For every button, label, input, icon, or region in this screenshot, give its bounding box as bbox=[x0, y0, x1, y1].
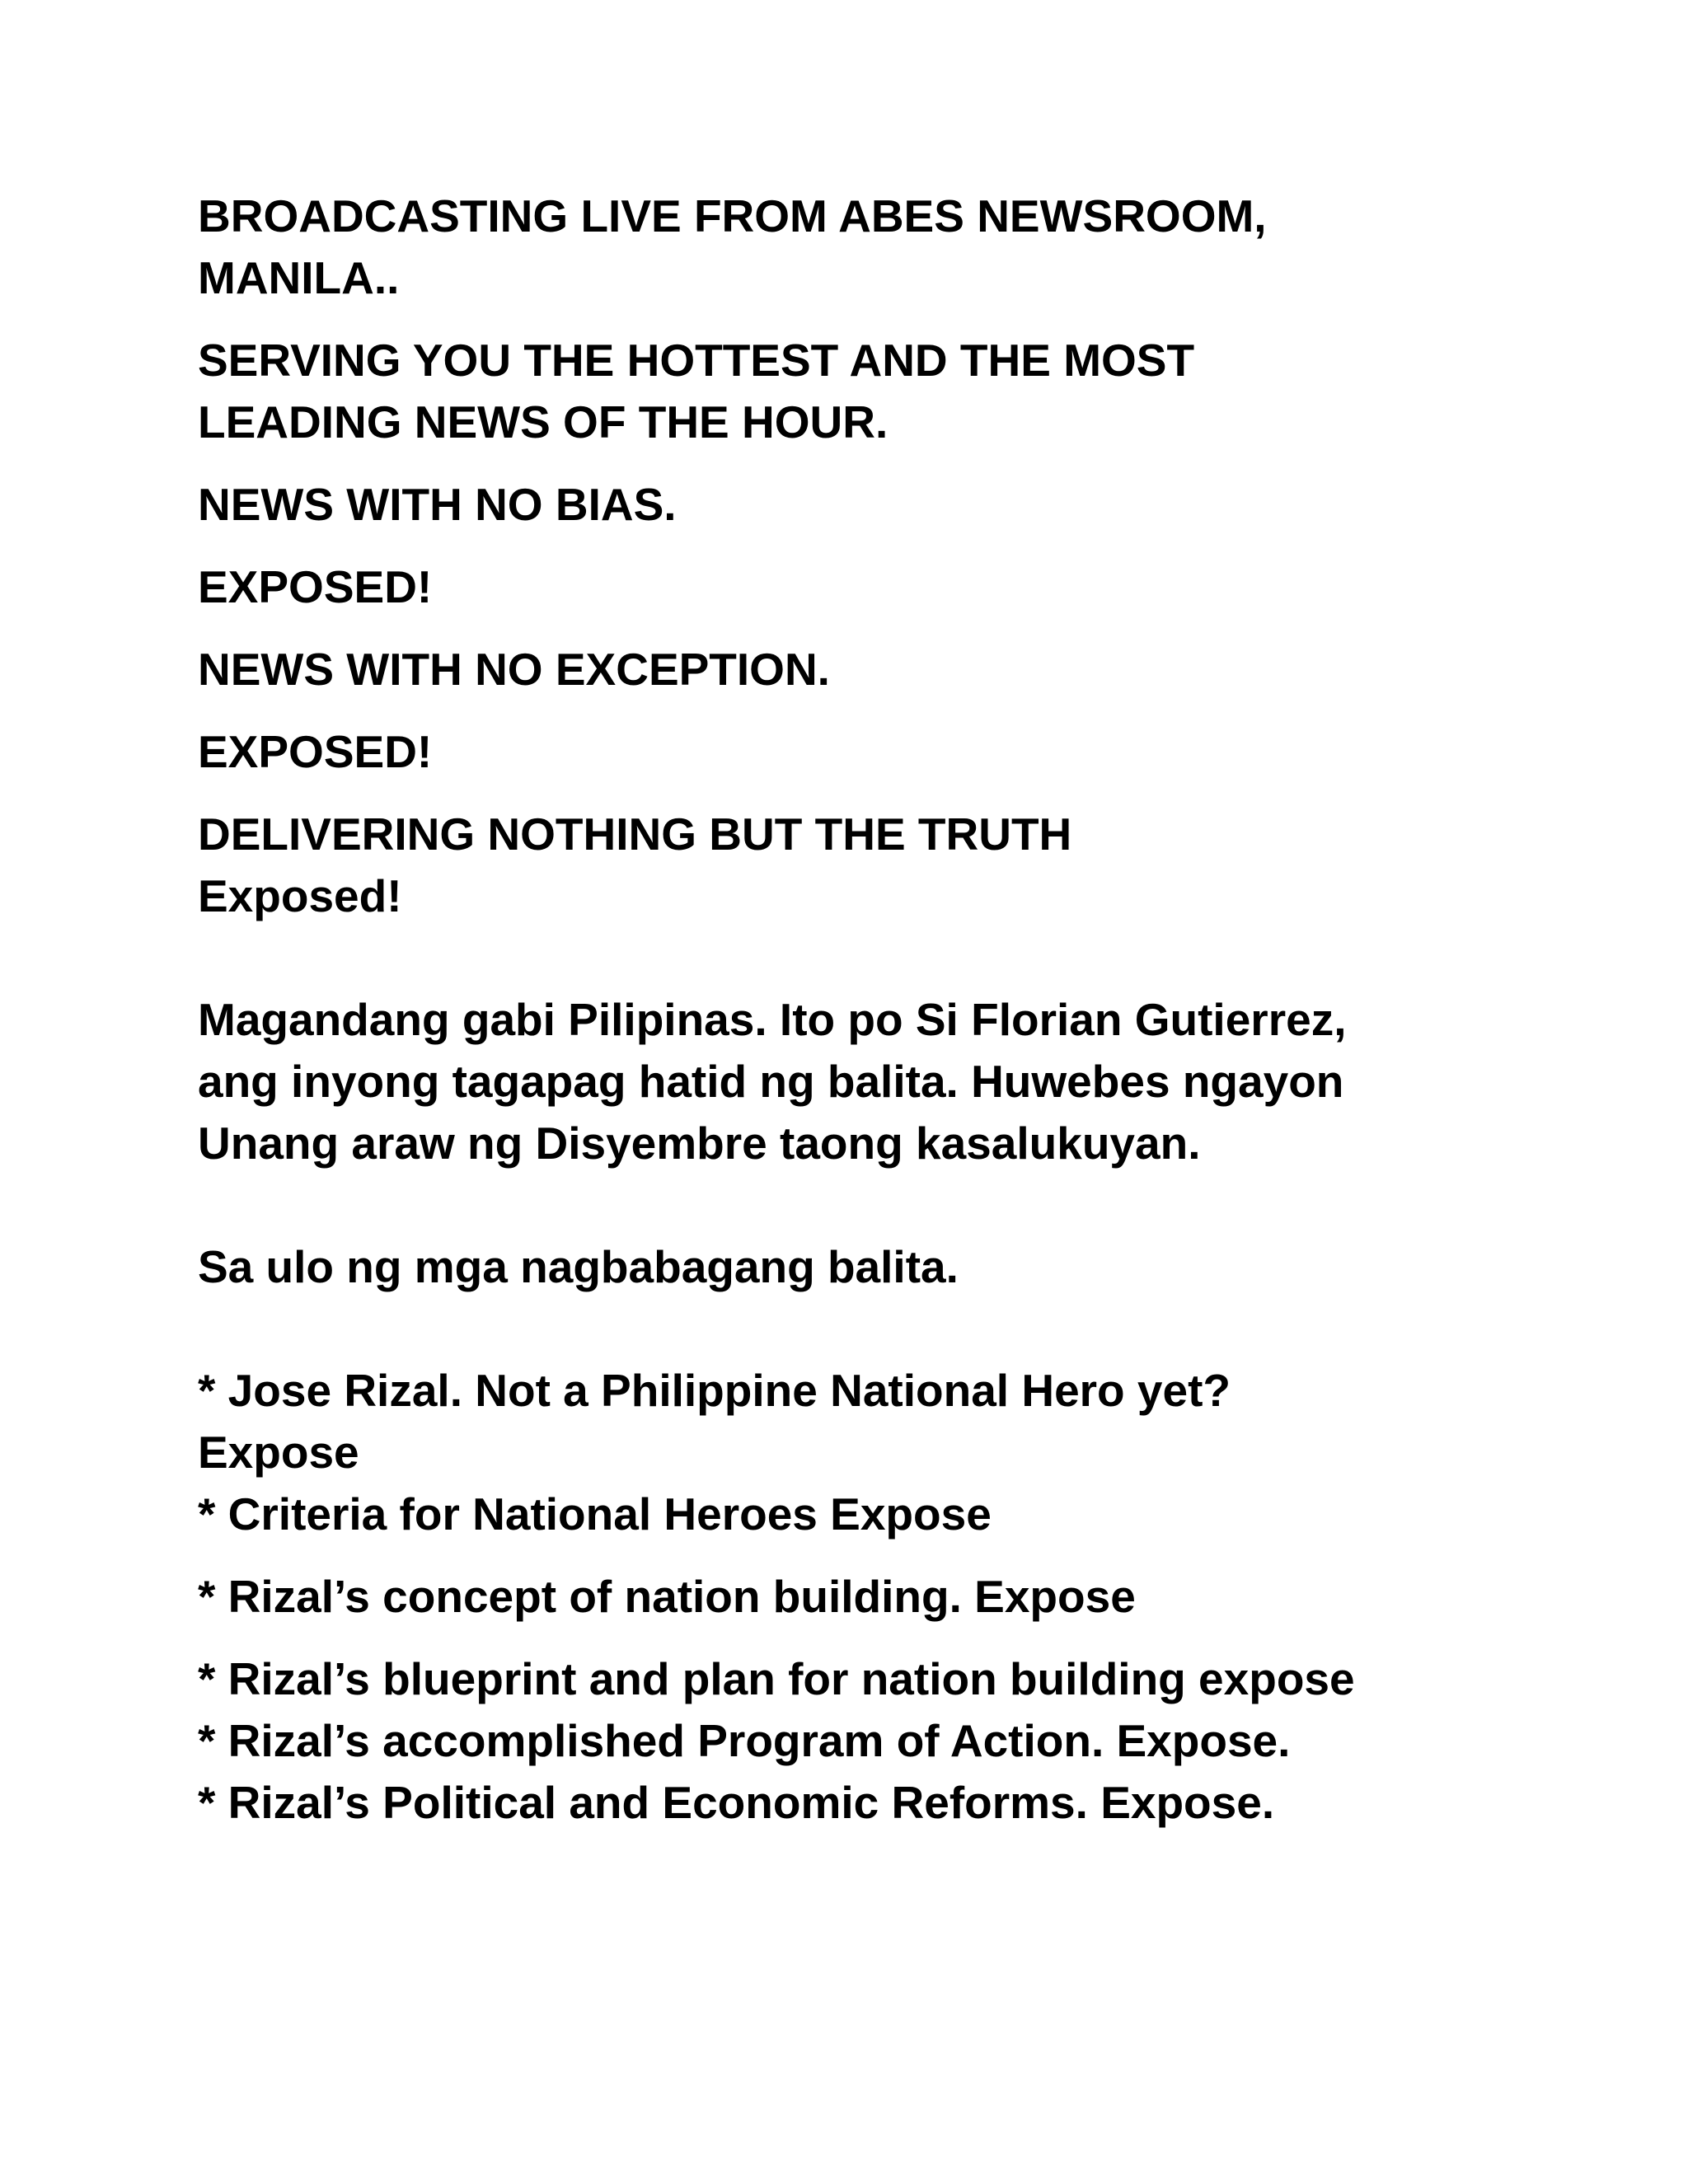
intro-line: Exposed! bbox=[198, 870, 402, 921]
intro-line: NEWS WITH NO EXCEPTION. bbox=[198, 644, 830, 695]
headline-item: * Jose Rizal. Not a Philippine National Hero yet? bbox=[198, 1365, 1231, 1416]
greeting-line: Unang araw ng Disyembre taong kasalukuyan. bbox=[198, 1118, 1201, 1169]
greeting-line: Magandang gabi Pilipinas. Ito po Si Florian Gutierrez, bbox=[198, 994, 1347, 1045]
broadcast-script bbox=[198, 185, 1533, 1834]
headline-item: * Rizal’s Political and Economic Reforms. Expose. bbox=[198, 1777, 1275, 1828]
headline-item: * Criteria for National Heroes Expose bbox=[198, 1488, 992, 1540]
intro-line: BROADCASTING LIVE FROM ABES NEWSROOM, bbox=[198, 190, 1267, 241]
intro-line: NEWS WITH NO BIAS. bbox=[198, 479, 677, 530]
intro-line: EXPOSED! bbox=[198, 561, 433, 612]
intro-line: DELIVERING NOTHING BUT THE TRUTH bbox=[198, 808, 1072, 860]
intro-line: EXPOSED! bbox=[198, 726, 433, 777]
greeting-line: ang inyong tagapag hatid ng balita. Huwebes ngayon bbox=[198, 1056, 1344, 1107]
headline-item: * Rizal’s accomplished Program of Action. Expose. bbox=[198, 1715, 1291, 1766]
intro-line: SERVING YOU THE HOTTEST AND THE MOST bbox=[198, 335, 1195, 386]
headline-item: Expose bbox=[198, 1427, 359, 1478]
intro-line: MANILA.. bbox=[198, 252, 400, 303]
headline-intro: Sa ulo ng mga nagbabagang balita. bbox=[198, 1241, 959, 1292]
headline-item: * Rizal’s concept of nation building. Expose bbox=[198, 1571, 1136, 1622]
headline-item: * Rizal’s blueprint and plan for nation building expose bbox=[198, 1653, 1355, 1704]
intro-line: LEADING NEWS OF THE HOUR. bbox=[198, 396, 889, 448]
